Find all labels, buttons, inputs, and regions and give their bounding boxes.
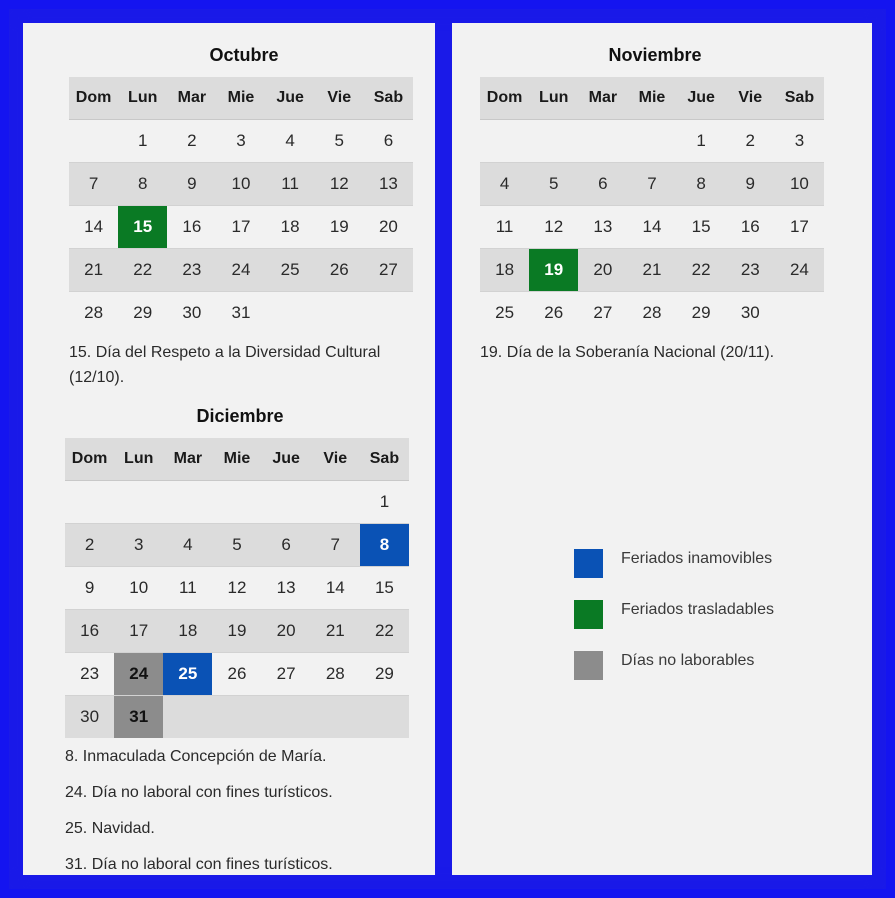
day-cell[interactable]: 25 <box>266 249 315 292</box>
empty-cell <box>114 481 163 524</box>
weekday-header: Dom <box>69 77 118 120</box>
week-row <box>65 610 409 653</box>
weekday-header: Jue <box>262 438 311 481</box>
day-cell[interactable]: 12 <box>212 567 261 610</box>
week-row <box>65 481 409 524</box>
day-cell[interactable]: 25 <box>480 292 529 335</box>
empty-cell <box>262 696 311 739</box>
day-cell[interactable]: 26 <box>315 249 364 292</box>
day-cell[interactable]: 7 <box>69 163 118 206</box>
day-cell[interactable]: 8 <box>118 163 167 206</box>
weekday-header: Sab <box>775 77 824 120</box>
empty-cell <box>311 481 360 524</box>
day-cell[interactable]: 23 <box>167 249 216 292</box>
day-cell[interactable]: 10 <box>114 567 163 610</box>
day-cell[interactable]: 17 <box>216 206 265 249</box>
day-cell[interactable]: 30 <box>65 696 114 739</box>
week-row <box>65 567 409 610</box>
notes-list <box>65 744 415 877</box>
day-cell[interactable]: 30 <box>167 292 216 335</box>
day-cell[interactable]: 13 <box>578 206 627 249</box>
week-row <box>69 292 413 335</box>
calendar-table <box>480 77 824 334</box>
day-cell[interactable]: 26 <box>212 653 261 696</box>
day-cell[interactable]: 4 <box>266 120 315 163</box>
left-panel <box>23 23 435 875</box>
legend-swatch <box>574 549 603 578</box>
day-cell[interactable]: 28 <box>627 292 676 335</box>
day-cell[interactable]: 12 <box>315 163 364 206</box>
legend-label: Días no laborables <box>621 652 755 669</box>
day-cell[interactable]: 24 <box>775 249 824 292</box>
day-cell[interactable]: 20 <box>578 249 627 292</box>
week-row <box>480 163 824 206</box>
day-cell[interactable]: 5 <box>315 120 364 163</box>
holiday-note: 19. Día de la Soberanía Nacional (20/11). <box>480 344 775 361</box>
day-cell[interactable]: 11 <box>163 567 212 610</box>
holiday-note: 15. Día del Respeto a la Diversidad Cultural (12/10). <box>69 344 381 386</box>
weekday-header-row <box>480 77 824 120</box>
day-cell[interactable]: 9 <box>726 163 775 206</box>
day-cell[interactable]: 27 <box>262 653 311 696</box>
week-row <box>65 524 409 567</box>
day-cell[interactable]: 14 <box>69 206 118 249</box>
day-cell[interactable]: 2 <box>65 524 114 567</box>
day-cell[interactable]: 3 <box>114 524 163 567</box>
holiday-note: 25. Navidad. <box>65 820 155 837</box>
weekday-header: Vie <box>726 77 775 120</box>
legend-swatch <box>574 651 603 680</box>
day-cell-holiday[interactable]: 19 <box>529 249 578 292</box>
legend-label: Feriados trasladables <box>621 601 774 618</box>
weekday-header: Lun <box>118 77 167 120</box>
day-cell[interactable]: 29 <box>118 292 167 335</box>
week-row <box>69 249 413 292</box>
calendar-table <box>65 438 409 738</box>
day-cell[interactable]: 22 <box>677 249 726 292</box>
day-cell-holiday[interactable]: 24 <box>114 653 163 696</box>
weekday-header: Vie <box>311 438 360 481</box>
weekday-header: Dom <box>480 77 529 120</box>
month-title: Diciembre <box>196 406 284 426</box>
day-cell[interactable]: 23 <box>726 249 775 292</box>
weekday-header: Mie <box>216 77 265 120</box>
week-row <box>480 249 824 292</box>
day-cell[interactable]: 16 <box>726 206 775 249</box>
empty-cell <box>480 120 529 163</box>
weekday-header: Jue <box>266 77 315 120</box>
day-cell[interactable]: 15 <box>677 206 726 249</box>
empty-cell <box>311 696 360 739</box>
empty-cell <box>627 120 676 163</box>
day-cell[interactable]: 5 <box>212 524 261 567</box>
empty-cell <box>266 292 315 335</box>
day-cell[interactable]: 7 <box>627 163 676 206</box>
empty-cell <box>212 696 261 739</box>
day-cell[interactable]: 23 <box>65 653 114 696</box>
day-cell[interactable]: 27 <box>578 292 627 335</box>
day-cell[interactable]: 6 <box>578 163 627 206</box>
day-cell[interactable]: 24 <box>216 249 265 292</box>
day-cell[interactable]: 3 <box>775 120 824 163</box>
weekday-header: Mar <box>578 77 627 120</box>
day-cell[interactable]: 10 <box>775 163 824 206</box>
empty-cell <box>212 481 261 524</box>
day-cell[interactable]: 19 <box>315 206 364 249</box>
day-cell[interactable]: 18 <box>266 206 315 249</box>
empty-cell <box>360 696 409 739</box>
empty-cell <box>775 292 824 335</box>
empty-cell <box>315 292 364 335</box>
day-cell[interactable]: 12 <box>529 206 578 249</box>
day-cell[interactable]: 26 <box>529 292 578 335</box>
holiday-note: 8. Inmaculada Concepción de María. <box>65 748 327 765</box>
day-cell[interactable]: 21 <box>69 249 118 292</box>
day-cell[interactable]: 13 <box>364 163 413 206</box>
day-cell[interactable]: 20 <box>262 610 311 653</box>
weekday-header-row <box>69 77 413 120</box>
day-cell[interactable]: 6 <box>262 524 311 567</box>
empty-cell <box>65 481 114 524</box>
week-row <box>480 206 824 249</box>
day-cell[interactable]: 2 <box>167 120 216 163</box>
day-cell[interactable]: 14 <box>627 206 676 249</box>
weekday-header: Vie <box>315 77 364 120</box>
day-cell[interactable]: 16 <box>65 610 114 653</box>
day-cell[interactable]: 29 <box>360 653 409 696</box>
week-row <box>65 696 409 739</box>
day-cell[interactable]: 20 <box>364 206 413 249</box>
notes-list <box>69 340 419 390</box>
day-cell[interactable]: 4 <box>480 163 529 206</box>
day-cell[interactable]: 30 <box>726 292 775 335</box>
weekday-header: Sab <box>360 438 409 481</box>
day-cell[interactable]: 27 <box>364 249 413 292</box>
day-cell[interactable]: 4 <box>163 524 212 567</box>
day-cell[interactable]: 8 <box>677 163 726 206</box>
day-cell[interactable]: 2 <box>726 120 775 163</box>
weekday-header: Lun <box>529 77 578 120</box>
weekday-header: Sab <box>364 77 413 120</box>
month-octubre <box>69 43 419 390</box>
day-cell[interactable]: 15 <box>360 567 409 610</box>
day-cell[interactable]: 29 <box>677 292 726 335</box>
day-cell[interactable]: 21 <box>311 610 360 653</box>
day-cell-holiday[interactable]: 25 <box>163 653 212 696</box>
weekday-header: Mie <box>212 438 261 481</box>
day-cell[interactable]: 1 <box>677 120 726 163</box>
empty-cell <box>163 696 212 739</box>
day-cell[interactable]: 21 <box>627 249 676 292</box>
week-row <box>65 653 409 696</box>
week-row <box>69 120 413 163</box>
weekday-header: Mar <box>163 438 212 481</box>
empty-cell <box>364 292 413 335</box>
legend-swatch <box>574 600 603 629</box>
day-cell[interactable]: 13 <box>262 567 311 610</box>
empty-cell <box>262 481 311 524</box>
week-row <box>480 120 824 163</box>
week-row <box>480 292 824 335</box>
weekday-header: Mar <box>167 77 216 120</box>
right-panel <box>452 23 872 875</box>
day-cell[interactable]: 14 <box>311 567 360 610</box>
day-cell[interactable]: 6 <box>364 120 413 163</box>
week-row <box>69 163 413 206</box>
month-title: Octubre <box>209 45 279 65</box>
day-cell[interactable]: 18 <box>480 249 529 292</box>
weekday-header: Jue <box>677 77 726 120</box>
empty-cell <box>529 120 578 163</box>
day-cell[interactable]: 18 <box>163 610 212 653</box>
day-cell[interactable]: 22 <box>360 610 409 653</box>
day-cell[interactable]: 19 <box>212 610 261 653</box>
day-cell[interactable]: 22 <box>118 249 167 292</box>
day-cell-holiday[interactable]: 8 <box>360 524 409 567</box>
day-cell[interactable]: 5 <box>529 163 578 206</box>
holiday-note: 24. Día no laboral con fines turísticos. <box>65 784 333 801</box>
weekday-header-row <box>65 438 409 481</box>
day-cell[interactable]: 7 <box>311 524 360 567</box>
day-cell[interactable]: 1 <box>360 481 409 524</box>
day-cell-holiday[interactable]: 15 <box>118 206 167 249</box>
month-diciembre <box>65 404 415 888</box>
day-cell[interactable]: 16 <box>167 206 216 249</box>
day-cell[interactable]: 9 <box>65 567 114 610</box>
day-cell[interactable]: 17 <box>114 610 163 653</box>
empty-cell <box>578 120 627 163</box>
day-cell[interactable]: 11 <box>480 206 529 249</box>
weekday-header: Dom <box>65 438 114 481</box>
month-title: Noviembre <box>608 45 702 65</box>
day-cell[interactable]: 3 <box>216 120 265 163</box>
day-cell[interactable]: 10 <box>216 163 265 206</box>
weekday-header: Mie <box>627 77 676 120</box>
calendar-table <box>69 77 413 334</box>
month-noviembre <box>480 43 830 365</box>
week-row <box>69 206 413 249</box>
day-cell-holiday[interactable]: 31 <box>114 696 163 739</box>
day-cell[interactable]: 17 <box>775 206 824 249</box>
empty-cell <box>69 120 118 163</box>
notes-list <box>480 340 830 365</box>
legend-label: Feriados inamovibles <box>621 550 773 567</box>
day-cell[interactable]: 31 <box>216 292 265 335</box>
day-cell[interactable]: 1 <box>118 120 167 163</box>
day-cell[interactable]: 28 <box>69 292 118 335</box>
weekday-header: Lun <box>114 438 163 481</box>
holiday-note: 31. Día no laboral con fines turísticos. <box>65 856 333 873</box>
day-cell[interactable]: 28 <box>311 653 360 696</box>
day-cell[interactable]: 9 <box>167 163 216 206</box>
day-cell[interactable]: 11 <box>266 163 315 206</box>
empty-cell <box>163 481 212 524</box>
